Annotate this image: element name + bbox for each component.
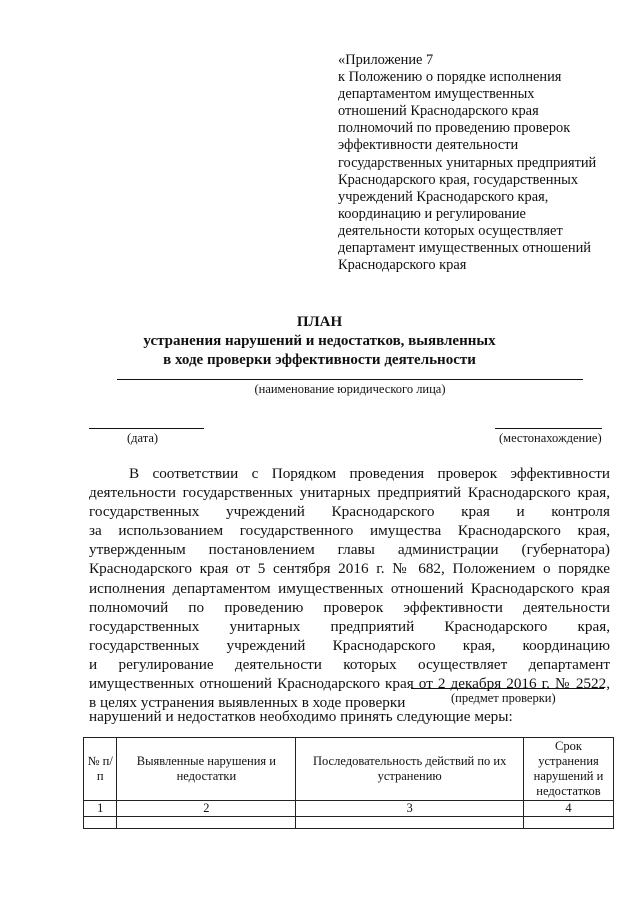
inspection-subject-field-line <box>411 688 604 689</box>
header-actions: Последовательность действий по их устранению <box>296 738 524 801</box>
date-field-line <box>89 428 204 429</box>
body-line: Краснодарского края от 5 сентября 2016 г. № 682, Положением о порядке <box>89 560 610 578</box>
appendix-line: «Приложение 7 <box>338 52 434 68</box>
appendix-line: департаментом имущественных <box>338 86 535 103</box>
measures-table <box>83 737 614 829</box>
appendix-line: полномочий по проведению проверок <box>338 120 571 137</box>
body-line: и регулирование деятельности которых осуществляет департамент <box>89 655 610 673</box>
appendix-line: отношений Краснодарского края <box>338 103 539 120</box>
appendix-line: Краснодарского края, государственных <box>338 171 579 188</box>
location-field-line <box>495 428 602 429</box>
appendix-line: к Положению о порядке исполнения <box>338 69 562 86</box>
entity-name-caption: (наименование юридического лица) <box>254 382 446 396</box>
body-line: государственных учреждений Краснодарского края и контроля <box>89 503 610 521</box>
body-line: исполнения департаментом имущественных отношений Краснодарского края <box>89 579 610 597</box>
inspection-subject-caption: (предмет проверки) <box>451 691 556 705</box>
header-deadline: Срок устранения нарушений и недостатков <box>523 738 613 801</box>
body-line: имущественных отношений Краснодарского края от 2 декабря 2016 г. № 2522, <box>89 675 610 693</box>
document-title: ПЛАН <box>296 314 343 330</box>
table-row <box>84 817 614 829</box>
table-numbering-row <box>84 801 614 817</box>
appendix-line: департамент имущественных отношений <box>338 240 591 257</box>
appendix-line: деятельности которых осуществляет <box>338 222 563 239</box>
header-number: № п/п <box>84 738 117 801</box>
body-line: в целях устранения выявленных в ходе проверки <box>89 694 406 712</box>
appendix-note <box>338 52 628 274</box>
empty-cell[interactable] <box>84 817 117 829</box>
body-line: государственных учреждений Краснодарского края, координацию <box>89 636 610 654</box>
column-number-cell: 2 <box>117 801 296 817</box>
column-number-cell: 1 <box>84 801 117 817</box>
column-number-cell: 4 <box>523 801 613 817</box>
appendix-line: координацию и регулирование <box>338 205 526 222</box>
appendix-line: государственных унитарных предприятий <box>338 154 597 171</box>
document-subtitle-line-2: в ходе проверки эффективности деятельности <box>163 352 476 368</box>
date-caption: (дата) <box>127 431 159 445</box>
appendix-line: Краснодарского края <box>338 257 467 274</box>
body-paragraph <box>89 464 610 712</box>
entity-name-field-line <box>117 379 583 380</box>
column-number-cell: 3 <box>296 801 524 817</box>
empty-cell[interactable] <box>296 817 524 829</box>
header-violations: Выявленные нарушения и недостатки <box>117 738 296 801</box>
empty-cell[interactable] <box>523 817 613 829</box>
appendix-line: учреждений Краснодарского края, <box>338 188 549 205</box>
document-subtitle-line-1: устранения нарушений и недостатков, выявленных <box>143 333 496 349</box>
closing-line: нарушений и недостатков необходимо принять следующие меры: <box>89 708 513 725</box>
body-line: деятельности государственных унитарных предприятий Краснодарского края, <box>89 484 610 502</box>
body-line: В соответствии с Порядком проведения проверок эффективности <box>129 465 610 482</box>
appendix-line: эффективности деятельности <box>338 137 519 154</box>
body-line: за использованием государственного имущества Краснодарского края, <box>89 522 610 540</box>
body-line: полномочий по проведению проверок эффективности деятельности <box>89 598 610 616</box>
location-caption: (местонахождение) <box>499 431 602 445</box>
body-line: государственных унитарных предприятий Краснодарского края, <box>89 617 610 635</box>
table-header-row <box>84 738 614 801</box>
empty-cell[interactable] <box>117 817 296 829</box>
body-line: утвержденным постановлением главы администрации (губернатора) <box>89 541 610 559</box>
